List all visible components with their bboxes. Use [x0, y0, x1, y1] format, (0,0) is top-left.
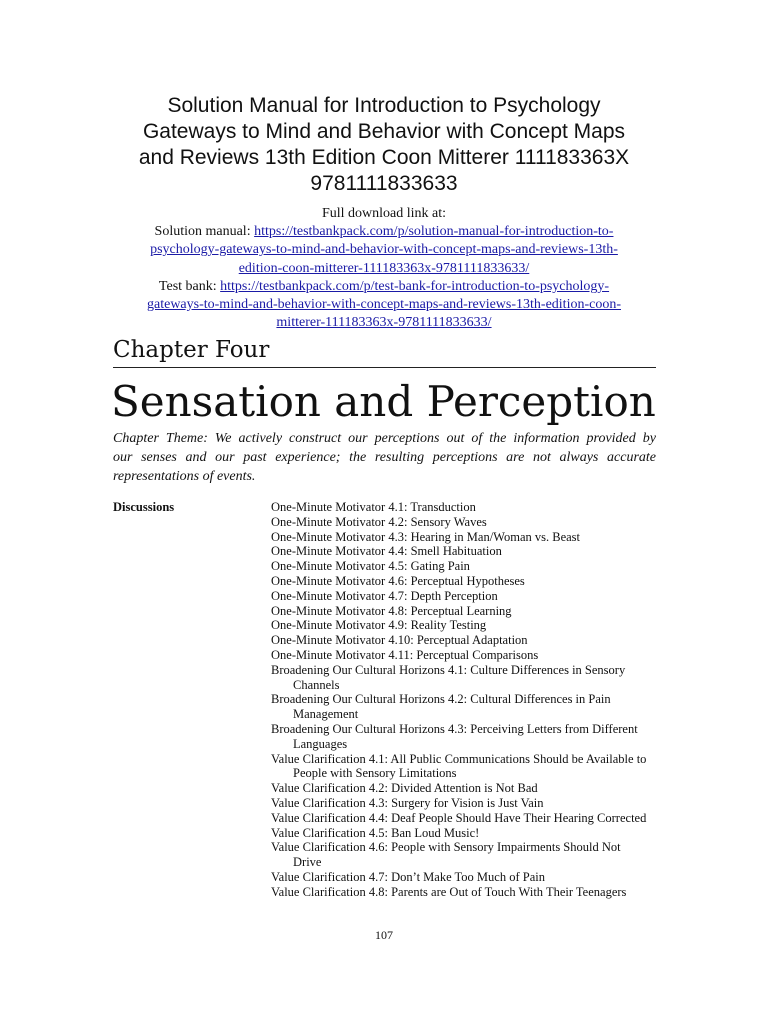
solution-manual-link[interactable]: edition-coon-mitterer-111183363x-9781111833633/	[238, 260, 530, 276]
solution-manual-line	[90, 241, 678, 259]
discussion-item-text: Value Clarification 4.8: Parents are Out of Touch With Their Teenagers	[271, 884, 627, 899]
discussion-item-text: Value Clarification 4.7: Don’t Make Too Much of Pain	[271, 869, 545, 884]
discussion-item-text: One-Minute Motivator 4.3: Hearing in Man/Woman vs. Beast	[271, 529, 581, 544]
discussion-item	[271, 781, 671, 796]
title-line: 9781111833633	[310, 172, 458, 195]
discussion-item-continuation: Languages	[293, 736, 348, 751]
discussion-item-text: One-Minute Motivator 4.10: Perceptual Adaptation	[271, 633, 528, 648]
discussion-item-text: One-Minute Motivator 4.7: Depth Perception	[271, 588, 498, 603]
test-bank-line	[90, 296, 678, 314]
discussion-item	[271, 559, 671, 574]
discussion-item	[271, 618, 671, 633]
discussion-item	[271, 692, 671, 722]
page-number: 107	[375, 928, 393, 942]
discussion-item	[271, 633, 671, 648]
discussion-item-text: Value Clarification 4.1: All Public Communications Should be Available to	[271, 751, 647, 766]
discussion-item-text: One-Minute Motivator 4.2: Sensory Waves	[271, 514, 487, 529]
discussion-item-continuation: Drive	[293, 855, 322, 870]
discussion-item-continuation: Management	[293, 707, 359, 722]
discussion-item	[271, 544, 671, 559]
discussion-item	[271, 752, 671, 782]
discussion-item	[271, 500, 671, 515]
solution-manual-link[interactable]: psychology-gateways-to-mind-and-behavior-with-concept-maps-and-reviews-13th-	[150, 242, 618, 258]
discussion-item	[271, 589, 671, 604]
discussion-item	[271, 826, 671, 841]
chapter-title: Sensation and Perception	[111, 377, 656, 426]
discussion-item	[271, 722, 671, 752]
discussion-item	[271, 530, 671, 545]
test-bank-link[interactable]: mitterer-111183363x-9781111833633/	[276, 315, 492, 331]
discussion-item-continuation: People with Sensory Limitations	[293, 766, 457, 781]
discussions-label: Discussions	[113, 500, 175, 514]
document-title	[100, 93, 668, 197]
discussion-item-text: Value Clarification 4.4: Deaf People Should Have Their Hearing Corrected	[271, 810, 647, 825]
test-bank-line	[90, 278, 678, 296]
discussion-item-continuation: Channels	[293, 677, 340, 692]
test-bank-label: Test bank:	[158, 278, 221, 294]
discussion-item	[271, 574, 671, 589]
discussion-item-text: One-Minute Motivator 4.5: Gating Pain	[271, 559, 470, 574]
discussion-item	[271, 885, 671, 900]
theme-line: our senses and our past experience; the resulting perceptions are not always accurate	[113, 450, 656, 465]
solution-manual-line	[90, 223, 678, 241]
discussion-item-text: One-Minute Motivator 4.9: Reality Testing	[271, 618, 487, 633]
chapter-theme	[113, 429, 656, 486]
solution-manual-label: Solution manual:	[154, 224, 255, 240]
discussion-item	[271, 515, 671, 530]
solution-manual-link[interactable]: https://testbankpack.com/p/solution-manual-for-introduction-to-	[254, 224, 614, 240]
discussion-item-text: Value Clarification 4.2: Divided Attention is Not Bad	[271, 781, 538, 796]
discussion-item-text: Broadening Our Cultural Horizons 4.3: Perceiving Letters from Different	[271, 721, 638, 736]
discussion-item-text: One-Minute Motivator 4.11: Perceptual Comparisons	[271, 647, 539, 662]
test-bank-link[interactable]: https://testbankpack.com/p/test-bank-for-introduction-to-psychology-	[220, 278, 610, 294]
discussion-item-text: One-Minute Motivator 4.6: Perceptual Hypotheses	[271, 573, 525, 588]
discussion-item-text: One-Minute Motivator 4.4: Smell Habituation	[271, 544, 502, 559]
test-bank-line	[90, 314, 678, 332]
solution-manual-line	[90, 260, 678, 278]
discussion-item-text: Value Clarification 4.3: Surgery for Vision is Just Vain	[271, 795, 544, 810]
discussion-list	[271, 500, 671, 900]
discussion-item	[271, 870, 671, 885]
download-heading: Full download link at:	[321, 206, 447, 221]
discussion-item	[271, 796, 671, 811]
discussion-item	[271, 840, 671, 870]
test-bank-link[interactable]: gateways-to-mind-and-behavior-with-concept-maps-and-reviews-13th-edition-coon-	[147, 297, 621, 313]
chapter-label: Chapter Four	[113, 337, 270, 363]
discussion-item	[271, 648, 671, 663]
chapter-divider	[113, 367, 656, 368]
theme-line: representations of events.	[113, 469, 256, 484]
theme-line: Chapter Theme: We actively construct our perceptions out of the information provided by	[113, 431, 656, 446]
discussion-item	[271, 663, 671, 693]
title-line: Solution Manual for Introduction to Psychology	[167, 94, 601, 117]
discussion-item	[271, 604, 671, 619]
discussion-item	[271, 811, 671, 826]
title-line: and Reviews 13th Edition Coon Mitterer 111183363X	[138, 146, 630, 169]
discussion-item-text: Value Clarification 4.6: People with Sensory Impairments Should Not	[271, 840, 621, 855]
title-line: Gateways to Mind and Behavior with Concept Maps	[142, 120, 626, 143]
discussion-item-text: Broadening Our Cultural Horizons 4.1: Culture Differences in Sensory	[271, 662, 626, 677]
download-links	[90, 205, 678, 332]
discussion-item-text: One-Minute Motivator 4.8: Perceptual Learning	[271, 603, 512, 618]
discussion-item-text: Broadening Our Cultural Horizons 4.2: Cultural Differences in Pain	[271, 692, 611, 707]
discussion-item-text: Value Clarification 4.5: Ban Loud Music!	[271, 825, 480, 840]
discussion-item-text: One-Minute Motivator 4.1: Transduction	[271, 500, 476, 514]
